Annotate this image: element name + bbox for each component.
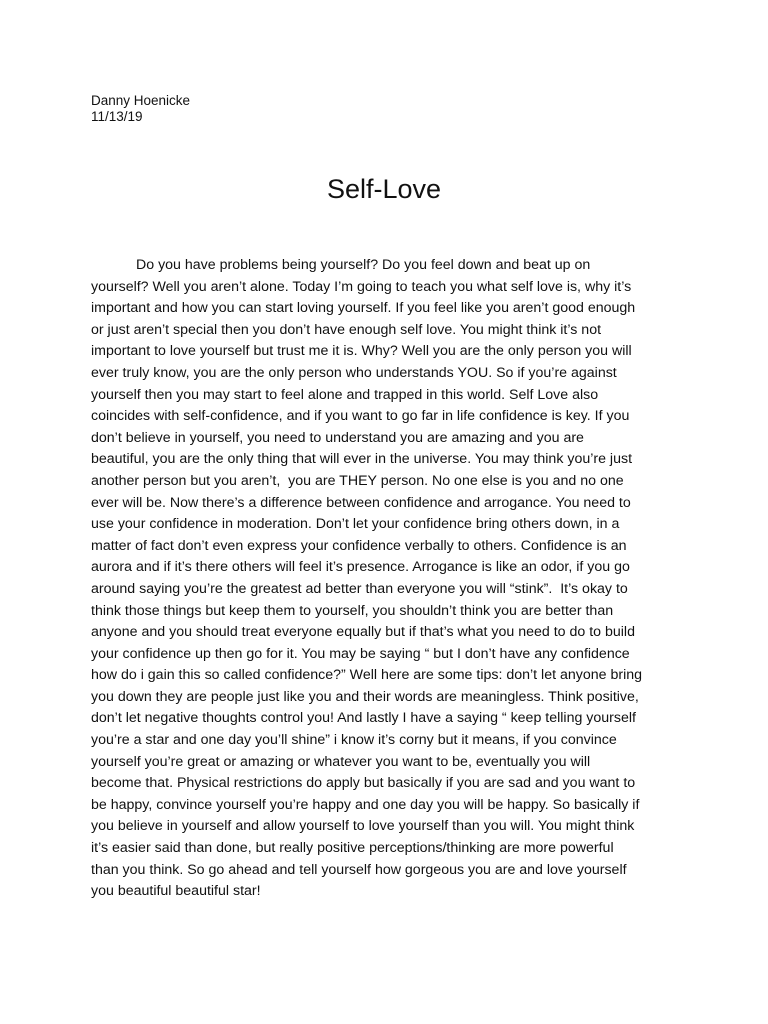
essay-line: you beautiful beautiful star! xyxy=(91,883,261,900)
essay-line: around saying you’re the greatest ad better than everyone you will “stink”. It’s okay to xyxy=(91,580,628,597)
essay-line: matter of fact don’t even express your confidence verbally to others. Confidence is an xyxy=(91,537,627,554)
essay-line: don’t believe in yourself, you need to understand you are amazing and you are xyxy=(91,429,584,446)
essay-line: be happy, convince yourself you’re happy and one day you will be happy. So basically if xyxy=(91,796,640,813)
essay-line: or just aren’t special then you don’t have enough self love. You might think it’s not xyxy=(91,321,602,338)
essay-line: how do i gain this so called confidence?” Well here are some tips: don’t let anyone bring xyxy=(91,667,643,684)
essay-line: coincides with self-confidence, and if you want to go far in life confidence is key. If you xyxy=(91,408,630,425)
essay-line: it’s easier said than done, but really positive perceptions/thinking are more powerful xyxy=(91,840,614,857)
essay-line: think those things but keep them to yourself, you shouldn’t think you are better than xyxy=(91,602,614,619)
essay-line: than you think. So go ahead and tell yourself how gorgeous you are and love yourself xyxy=(91,861,627,878)
essay-body xyxy=(91,255,681,903)
essay-line: aurora and if it’s there others will feel it’s presence. Arrogance is like an odor, if you go xyxy=(91,559,630,576)
essay-line: anyone and you should treat everyone equally but if that’s what you need to do to build xyxy=(91,624,635,641)
essay-line: use your confidence in moderation. Don’t let your confidence bring others down, in a xyxy=(91,516,620,533)
essay-line: don’t let negative thoughts control you! And lastly I have a saying “ keep telling yourself xyxy=(91,710,636,727)
document-title: Self-Love xyxy=(326,174,442,204)
essay-line: another person but you aren’t, you are THEY person. No one else is you and no one xyxy=(91,472,624,489)
essay-line: important to love yourself but trust me it is. Why? Well you are the only person you will xyxy=(91,343,632,360)
essay-line: Do you have problems being yourself? Do you feel down and beat up on xyxy=(136,257,591,273)
author-name: Danny Hoenicke xyxy=(91,93,191,108)
essay-line: yourself you’re great or amazing or whatever you want to be, eventually you will xyxy=(91,753,591,770)
essay-line: become that. Physical restrictions do apply but basically if you are sad and you want to xyxy=(91,775,636,792)
essay-line: you believe in yourself and allow yourself to love yourself than you will. You might think xyxy=(91,818,635,835)
essay-line: you down they are people just like you and their words are meaningless. Think positive, xyxy=(91,688,639,705)
essay-line: important and how you can start loving yourself. If you feel like you aren’t good enough xyxy=(91,300,636,317)
essay-line: yourself? Well you aren’t alone. Today I’m going to teach you what self love is, why it’s xyxy=(91,278,632,295)
essay-line: ever truly know, you are the only person who understands YOU. So if you’re against xyxy=(91,364,617,381)
essay-line: beautiful, you are the only thing that will ever in the universe. You may think you’re just xyxy=(91,451,633,468)
essay-line: your confidence up then go for it. You may be saying “ but I don’t have any confidence xyxy=(91,645,630,662)
essay-line: you’re a star and one day you’ll shine” i know it’s corny but it means, if you convince xyxy=(91,732,617,749)
essay-line: yourself then you may start to feel alone and trapped in this world. Self Love also xyxy=(91,386,599,403)
essay-line: ever will be. Now there’s a difference between confidence and arrogance. You need to xyxy=(91,494,631,511)
document-header xyxy=(91,93,190,125)
document-date: 11/13/19 xyxy=(91,109,143,124)
